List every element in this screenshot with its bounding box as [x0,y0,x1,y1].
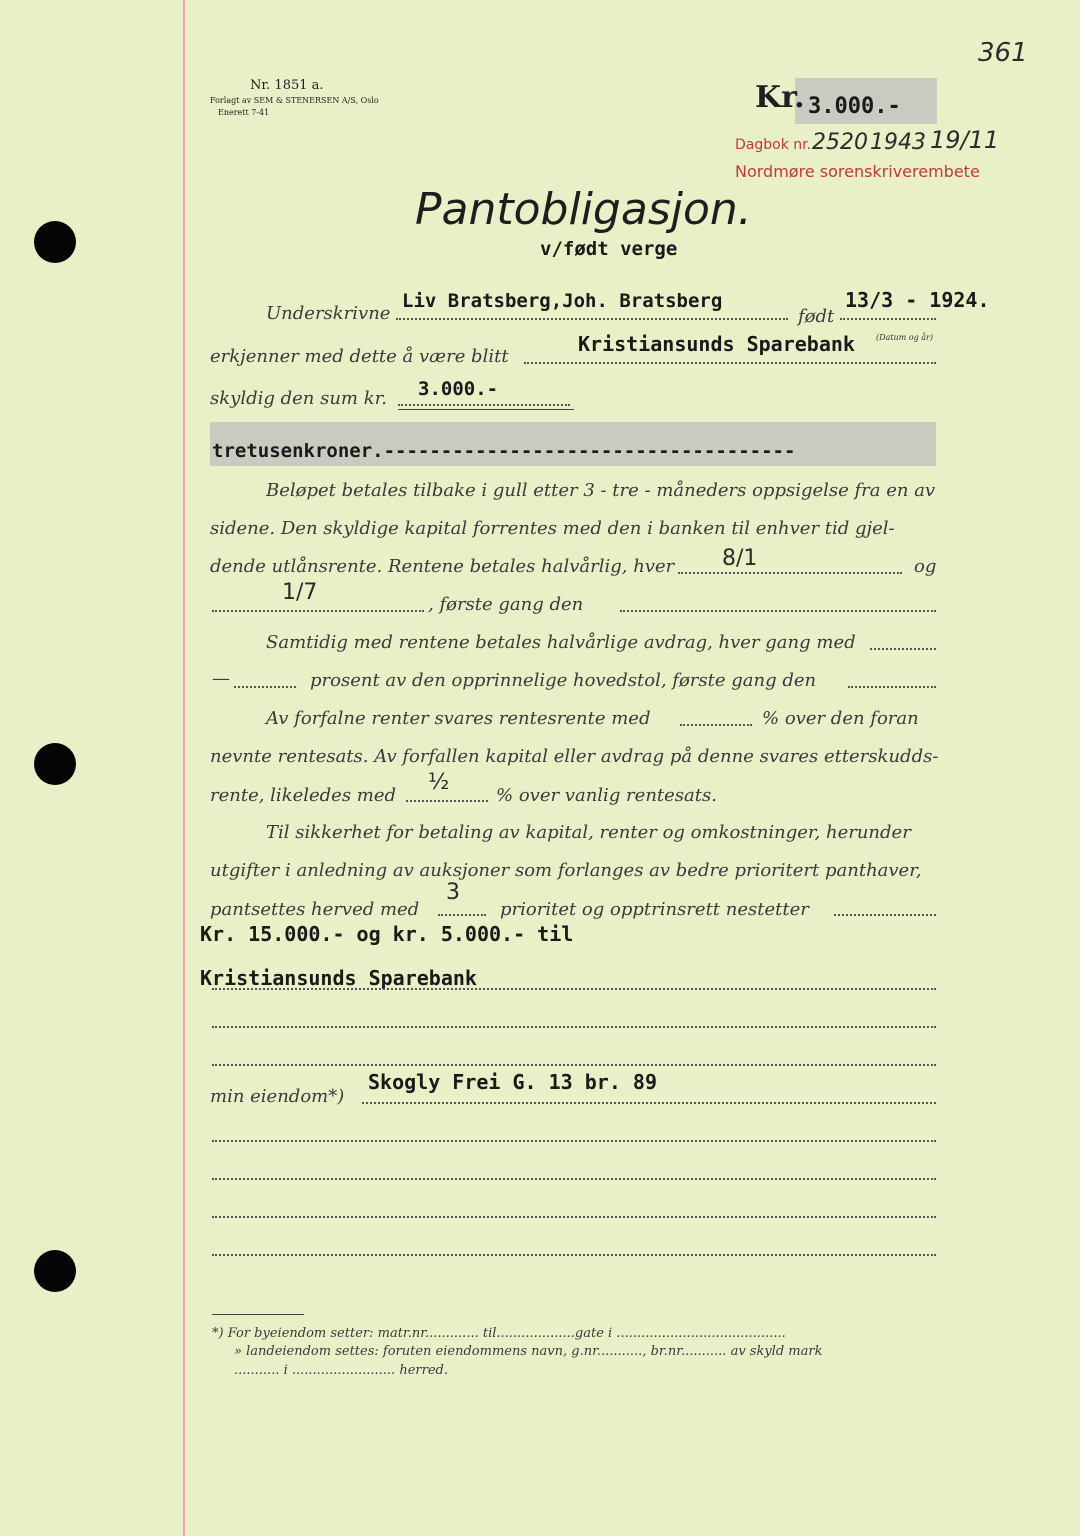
body-line: Av forfalne renter svares rentesrente med [266,708,651,729]
datum-note: (Datum og år) [876,333,933,342]
footnote-line: ........... i ......................... herred. [234,1363,448,1378]
form-number: Nr. 1851 a. [250,78,324,93]
eiendom-value: Skogly Frei G. 13 br. 89 [368,1070,657,1094]
dotted-line [870,648,936,650]
body-line: rente, likeledes med [210,785,397,806]
kr-label: Kr. [755,80,805,115]
punch-hole [34,1250,76,1292]
underline [398,409,574,410]
typed-creditor-line: Kristiansunds Sparebank [200,966,477,990]
margin-line [183,0,185,1536]
body-line: dende utlånsrente. Rentene betales halvårlig, hver [210,556,675,577]
typed-priority-line: Kr. 15.000.- og kr. 5.000.- til [200,922,574,946]
dotted-line [848,686,936,688]
underskrivne-label: Underskrivne [266,303,391,324]
footnote-line: » landeiendom settes: foruten eiendommens navn, g.nr..........., br.nr........... av skyld mark [234,1344,823,1359]
skyldig-value: 3.000.- [418,378,499,400]
punch-hole [34,743,76,785]
dotted-line [234,686,296,688]
body-line: pantsettes herved med [210,899,420,920]
dotted-line [212,1026,936,1028]
dash-prefix: — [212,668,230,689]
document-subtitle: v/født verge [540,238,678,260]
underskrivne-value: Liv Bratsberg,Joh. Bratsberg [402,290,723,312]
dotted-line [212,988,936,990]
priority-value: 3 [446,880,460,905]
fodt-value: 13/3 - 1924. [845,288,990,312]
dotted-line [212,1254,936,1256]
dotted-line [678,572,902,574]
amount-words: tretusenkroner.------------------------------------ [212,440,796,462]
dotted-line [212,1064,936,1066]
body-line: nevnte rentesats. Av forfallen kapital eller avdrag på denne svares etterskudds- [210,746,939,767]
dotted-line [406,800,488,802]
eiendom-label: min eiendom*) [210,1086,345,1107]
enerett-line: Enerett 7-41 [218,108,270,117]
body-line: Beløpet betales tilbake i gull etter 3 - tre - måneders oppsigelse fra en av [266,480,936,501]
interest-date-1: 8/1 [722,546,758,571]
dagbok-date: 19/11 [930,126,1000,154]
dagbok-year: 1943 [870,130,926,155]
erkjenner-label: erkjenner med dette å være blitt [210,346,509,367]
fodt-label: født [798,306,835,327]
dotted-line [680,724,752,726]
body-line: Samtidig med rentene betales halvårlige avdrag, hver gang med [266,632,856,653]
publisher-line: Forlagt av SEM & STENERSEN A/S, Oslo [210,96,379,105]
dotted-line [438,914,486,916]
page-number: 361 [978,38,1028,68]
footnote-rule [212,1314,304,1315]
body-line: prioritet og opptrinsrett nestetter [500,899,809,920]
extra-rate-value: ½ [428,770,450,795]
body-line: % over vanlig rentesats. [496,785,717,806]
footnote-line: *) For byeiendom setter: matr.nr............. til...................gate i ......................................... [212,1326,786,1341]
interest-date-2: 1/7 [282,580,318,605]
punch-hole [34,221,76,263]
creditor-value: Kristiansunds Sparebank [578,332,855,356]
dotted-line [396,318,788,320]
dotted-line [398,404,570,406]
body-line: og [914,556,937,577]
office-stamp: Nordmøre sorenskriverembete [735,162,980,181]
dotted-line [362,1102,936,1104]
dotted-line [840,318,936,320]
body-line: sidene. Den skyldige kapital forrentes med den i banken til enhver tid gjel- [210,518,895,539]
dotted-line [212,1216,936,1218]
skyldig-label: skyldig den sum kr. [210,388,387,409]
dotted-line [834,914,936,916]
dotted-line [212,610,424,612]
dotted-line [620,610,936,612]
body-line: utgifter i anledning av auksjoner som forlanges av bedre prioritert panthaver, [210,860,922,881]
dotted-line [212,1140,936,1142]
body-line: , første gang den [428,594,584,615]
dotted-line [212,1178,936,1180]
kr-value: 3.000.- [808,94,901,119]
body-line: % over den foran [762,708,919,729]
dagbok-value: 2520 [812,130,868,155]
dagbok-label: Dagbok nr. [735,137,812,153]
document-title: Pantobligasjon. [415,184,752,235]
body-line: prosent av den opprinnelige hovedstol, første gang den [310,670,817,691]
dotted-line [524,362,936,364]
body-line: Til sikkerhet for betaling av kapital, renter og omkostninger, herunder [266,822,911,843]
